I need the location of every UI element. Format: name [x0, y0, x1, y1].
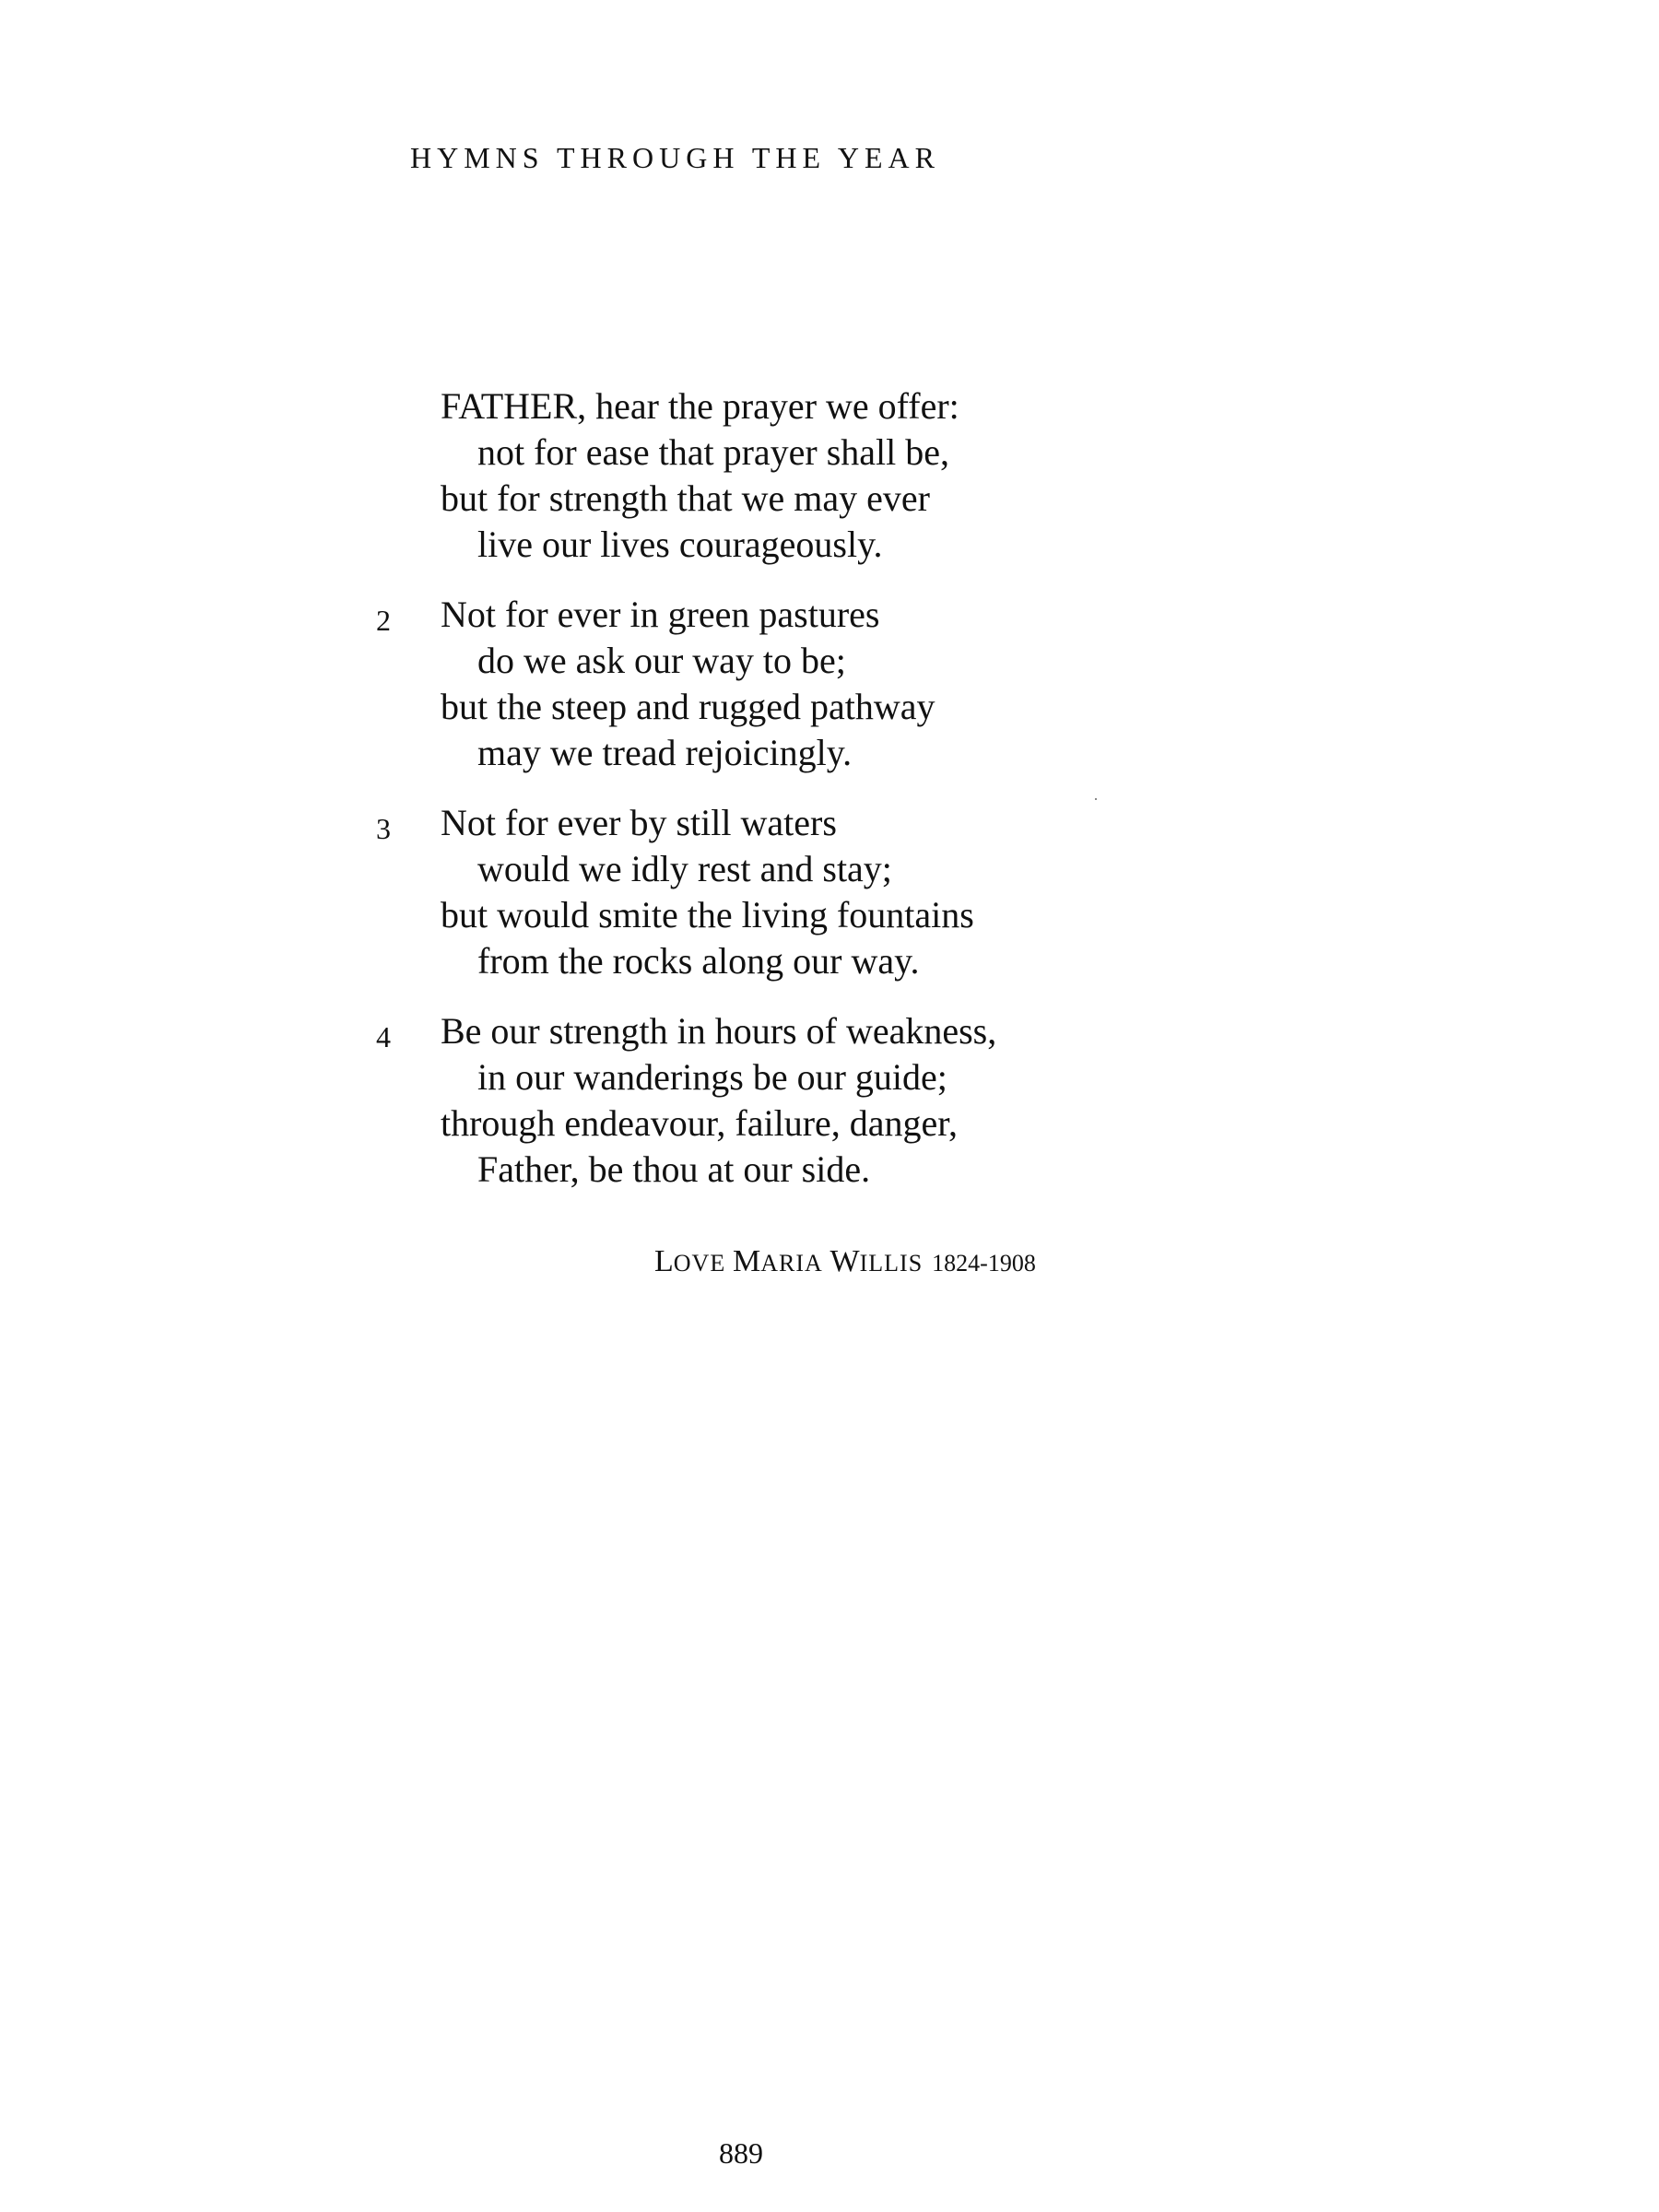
- verse-number: 2: [376, 604, 391, 637]
- verse-line: in our wanderings be our guide;: [477, 1056, 947, 1098]
- verse-1: [0, 383, 1659, 568]
- verse-line: may we tread rejoicingly.: [477, 732, 853, 773]
- verse-line: but the steep and rugged pathway: [441, 686, 935, 727]
- page-number: 889: [719, 2136, 763, 2170]
- verse-line: not for ease that prayer shall be,: [477, 431, 950, 473]
- verse-line: but would smite the living fountains: [441, 894, 974, 935]
- verse-3: [0, 800, 1659, 984]
- author-name: LOVE MARIA WILLIS: [654, 1244, 924, 1278]
- verse-line: Not for ever in green pastures: [441, 594, 880, 635]
- author-attribution: [654, 1246, 1036, 1277]
- print-speck: [1095, 798, 1097, 800]
- running-head: HYMNS THROUGH THE YEAR: [410, 141, 940, 174]
- verse-line: do we ask our way to be;: [477, 640, 846, 681]
- verse-line: Not for ever by still waters: [441, 802, 837, 843]
- verse-line: would we idly rest and stay;: [477, 848, 892, 889]
- verse-number: 3: [376, 812, 391, 845]
- verse-4: [0, 1008, 1659, 1193]
- verse-line: live our lives courageously.: [477, 524, 883, 565]
- verse-number: 4: [376, 1020, 391, 1053]
- verse-line: but for strength that we may ever: [441, 477, 930, 519]
- verse-2: [0, 592, 1659, 776]
- author-dates: 1824-1908: [932, 1250, 1036, 1277]
- verse-line: through endeavour, failure, danger,: [441, 1102, 959, 1144]
- verse-line: Father, be thou at our side.: [477, 1148, 871, 1190]
- verse-line: from the rocks along our way.: [477, 940, 920, 982]
- verse-line: Be our strength in hours of weakness,: [441, 1010, 997, 1052]
- hymn-text: [0, 383, 1659, 1217]
- verse-line: FATHER, hear the prayer we offer:: [441, 385, 959, 427]
